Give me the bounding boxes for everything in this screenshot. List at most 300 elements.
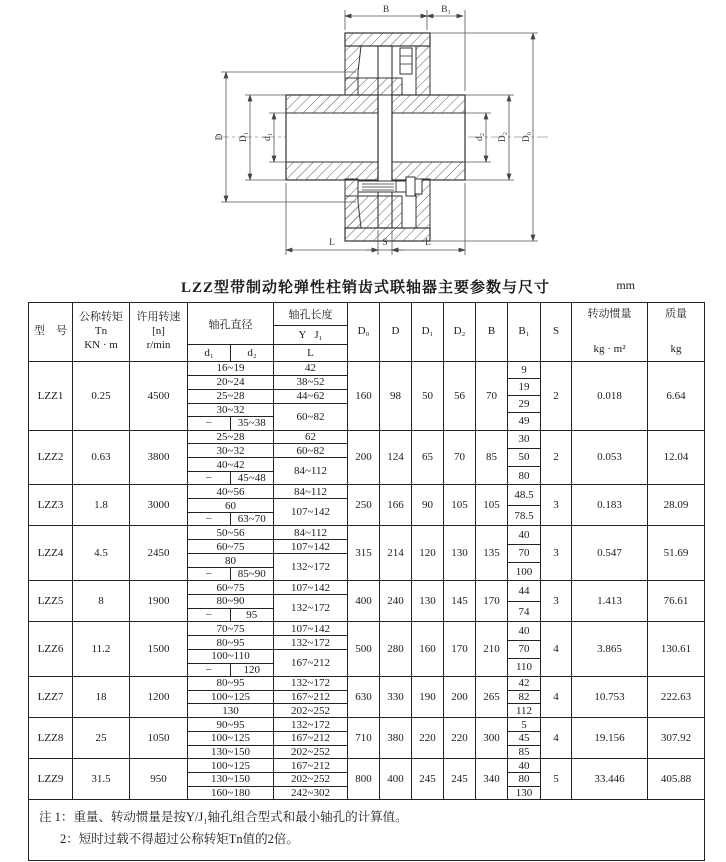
bore-row: 130~150 (211, 773, 250, 786)
length-cell: 84~112 (293, 485, 328, 498)
b-cell: 265 (476, 677, 508, 717)
dim-label-B: B (382, 5, 390, 15)
model-cell: LZZ6 (29, 622, 73, 676)
b1-cell: 42 (508, 677, 540, 691)
d2-cell: 130 (444, 526, 476, 580)
d-cell: 330 (380, 677, 412, 717)
inertia-label: 转动惯量 (587, 308, 632, 320)
bore-group (188, 732, 347, 746)
bore-col (188, 390, 274, 403)
b1-cell: 40 (508, 526, 540, 544)
d-cell: 280 (380, 622, 412, 676)
b-cell: 340 (476, 759, 508, 799)
col-header-D1: D₁ (412, 303, 444, 361)
b-cell: 85 (476, 431, 508, 485)
b-cell: 70 (476, 362, 508, 430)
speed-cell: 1500 (130, 622, 188, 676)
model-cell: LZZ2 (29, 431, 73, 485)
b1-cell: 78.5 (514, 509, 534, 522)
bore-group (188, 404, 347, 430)
bore-row: 100~125 (211, 691, 250, 704)
col-header-d1: d₁ (188, 345, 231, 361)
inertia-unit: kg · m² (593, 343, 626, 356)
dim-label-D: D (215, 133, 225, 141)
bore-group (188, 458, 347, 484)
bore-group (188, 390, 347, 404)
bore-row (188, 417, 273, 429)
bore-d2-cell: 63~70 (237, 513, 266, 526)
d-cell: 380 (380, 718, 412, 758)
speed-cell: 1200 (130, 677, 188, 717)
bore-col (188, 485, 274, 498)
bore-col (188, 746, 274, 759)
table-row-LZZ4 (29, 526, 704, 581)
coupling-section-view (0, 0, 726, 272)
torque-cell: 4.5 (73, 526, 130, 580)
d-cell: 400 (380, 759, 412, 799)
length-cell: 42 (305, 362, 316, 375)
bore-d1-cell: − (188, 513, 231, 526)
s-cell: 3 (541, 526, 572, 580)
col-header-D2: D₂ (444, 303, 476, 361)
b1-cell: 100 (515, 565, 533, 578)
length-cell: 132~172 (291, 602, 330, 615)
bore-col (188, 773, 274, 786)
bore-d1-cell: − (188, 609, 231, 622)
table-row-LZZ1 (29, 362, 704, 431)
bore-d1-cell: − (188, 417, 231, 429)
d2-cell: 200 (444, 677, 476, 717)
s-cell: 4 (541, 677, 572, 717)
bore-row (188, 664, 273, 676)
d0-cell: 400 (348, 581, 380, 621)
bore-area (188, 526, 348, 580)
b-cell: 210 (476, 622, 508, 676)
col-header-D: D (380, 303, 412, 361)
torque-cell: 0.63 (73, 431, 130, 485)
dim-label-D₀: D₀ (522, 131, 532, 143)
b-cell: 135 (476, 526, 508, 580)
col-header-bore-diameter: 轴孔直径 (188, 303, 274, 344)
bore-d2-cell: 85~90 (237, 567, 266, 580)
length-cell: 202~252 (291, 704, 330, 717)
bore-row: 100~125 (211, 732, 250, 745)
dim-label-D₂: D₂ (498, 131, 508, 143)
d2-cell: 70 (444, 431, 476, 485)
bore-group (188, 691, 347, 705)
length-cell: 132~172 (291, 677, 330, 690)
col-header-inertia (572, 303, 648, 361)
table-header (29, 303, 704, 362)
bore-group (188, 595, 347, 621)
dim-label-d₁: d₁ (263, 132, 273, 142)
s-cell: 5 (541, 759, 572, 799)
dim-label-L: L (425, 238, 431, 248)
speed-unit: r/min (146, 338, 171, 351)
col-header-S: S (541, 303, 572, 361)
length-cell: 202~252 (291, 773, 330, 786)
page-title: LZZ型带制动轮弹性柱销齿式联轴器主要参数与尺寸 (180, 280, 551, 296)
b1-cell: 74 (518, 605, 530, 618)
b1-stack (508, 362, 541, 430)
mass-unit: kg (670, 343, 682, 356)
col-header-D0: D₀ (348, 303, 380, 361)
d1-cell: 245 (412, 759, 444, 799)
speed-cell: 3800 (130, 431, 188, 485)
model-cell: LZZ8 (29, 718, 73, 758)
bore-group (188, 746, 347, 759)
bore-row: 100~125 (211, 759, 250, 772)
inertia-cell: 3.865 (572, 622, 648, 676)
notes (29, 800, 704, 860)
col-header-bore-group (188, 303, 348, 361)
bore-group (188, 787, 347, 800)
bore-group (188, 499, 347, 525)
left-hub (286, 95, 378, 180)
bore-col (188, 581, 274, 594)
inertia-cell: 0.547 (572, 526, 648, 580)
col-header-L: L (307, 347, 314, 359)
inertia-cell: 1.413 (572, 581, 648, 621)
dim-label-d₂: d₂ (475, 132, 485, 142)
table-row-LZZ6 (29, 622, 704, 677)
b-cell: 170 (476, 581, 508, 621)
model-cell: LZZ9 (29, 759, 73, 799)
d0-cell: 200 (348, 431, 380, 485)
d1-cell: 50 (412, 362, 444, 430)
dim-label-D₁: D₁ (239, 131, 249, 143)
length-cell: 132~172 (291, 636, 330, 649)
bore-group (188, 622, 347, 636)
mass-cell: 28.09 (663, 499, 689, 512)
bore-row: 100~110 (188, 650, 273, 663)
bore-row: 16~19 (216, 362, 245, 375)
mass-cell: 76.61 (663, 595, 689, 608)
table-row-LZZ8 (29, 718, 704, 759)
d0-cell: 160 (348, 362, 380, 430)
param-table-body (29, 362, 704, 800)
length-cell: 84~112 (293, 526, 328, 539)
model-cell: LZZ1 (29, 362, 73, 430)
bore-row: 25~28 (216, 430, 245, 443)
d1-cell: 65 (412, 431, 444, 485)
bore-group (188, 718, 347, 732)
length-cell: 167~212 (291, 759, 330, 772)
bore-row: 40~56 (216, 485, 245, 498)
bore-group (188, 581, 347, 595)
bore-col (188, 595, 274, 621)
speed-cell: 3000 (130, 485, 188, 525)
inertia-cell: 0.018 (572, 362, 648, 430)
bore-col (188, 787, 274, 800)
speed-cell: 1050 (130, 718, 188, 758)
speed-cell: 2450 (130, 526, 188, 580)
torque-cell: 0.25 (73, 362, 130, 430)
d0-cell: 500 (348, 622, 380, 676)
inertia-cell: 10.753 (572, 677, 648, 717)
b1-cell: 45 (508, 732, 540, 746)
table-row-LZZ3 (29, 485, 704, 526)
d-cell: 124 (380, 431, 412, 485)
note-line: 注 1：重量、转动惯量是按Y/J₁轴孔组合型式和最小轴孔的计算值。 (39, 810, 408, 825)
b1-cell: 130 (515, 787, 533, 800)
torque-cell: 25 (73, 718, 130, 758)
length-cell: 167~212 (291, 691, 330, 704)
bore-group (188, 554, 347, 580)
bore-col (188, 499, 274, 525)
b1-cell: 48.5 (508, 485, 540, 506)
bore-row (188, 472, 273, 484)
speed-cell: 4500 (130, 362, 188, 430)
mass-cell: 6.64 (666, 389, 686, 402)
bore-col (188, 718, 274, 731)
b1-cell: 40 (508, 759, 540, 773)
b1-cell: 85 (518, 745, 530, 758)
bore-d1-cell: − (188, 568, 231, 580)
b1-stack (508, 485, 541, 525)
length-cell: 242~302 (291, 787, 330, 800)
d2-cell: 105 (444, 485, 476, 525)
model-cell: LZZ4 (29, 526, 73, 580)
b1-cell: 50 (508, 449, 540, 467)
bore-group (188, 773, 347, 787)
bore-row: 130 (222, 704, 239, 717)
bore-col (188, 404, 274, 430)
b1-cell: 49 (518, 415, 530, 428)
bore-row: 20~24 (216, 376, 245, 389)
torque-cell: 11.2 (73, 622, 130, 676)
bore-col (188, 759, 274, 772)
bore-d2-cell: 45~48 (237, 472, 266, 485)
length-cell: 44~62 (296, 390, 325, 403)
col-header-mass (648, 303, 704, 361)
d2-cell: 170 (444, 622, 476, 676)
b1-stack (508, 581, 541, 621)
table-row-LZZ9 (29, 759, 704, 800)
b1-cell: 29 (508, 396, 540, 413)
inertia-cell: 33.446 (572, 759, 648, 799)
d2-cell: 56 (444, 362, 476, 430)
mass-cell: 307.92 (660, 732, 692, 745)
d1-cell: 90 (412, 485, 444, 525)
col-header-d2: d₂ (231, 345, 274, 361)
bore-col (188, 526, 274, 539)
bore-col (188, 650, 274, 676)
torque-unit: KN · m (84, 338, 118, 351)
col-header-speed (130, 303, 188, 361)
torque-cell: 1.8 (73, 485, 130, 525)
bore-row: 90~95 (216, 718, 245, 731)
length-cell: 107~142 (291, 540, 330, 553)
bore-col (188, 376, 274, 389)
s-cell: 3 (541, 581, 572, 621)
bore-col (188, 431, 274, 444)
dim-label-S: S (382, 238, 388, 248)
bore-group (188, 759, 347, 773)
d-cell: 214 (380, 526, 412, 580)
bore-d1-cell: − (188, 472, 231, 484)
inertia-cell: 19.156 (572, 718, 648, 758)
bore-area (188, 581, 348, 621)
length-cell: 132~172 (291, 718, 330, 731)
b1-cell: 40 (508, 622, 540, 640)
bore-col (188, 540, 274, 553)
unit-label: mm (616, 278, 635, 292)
s-cell: 2 (541, 431, 572, 485)
col-header-B1: B₁ (508, 303, 541, 361)
b-cell: 105 (476, 485, 508, 525)
b1-cell: 80 (518, 469, 530, 482)
d1-cell: 220 (412, 718, 444, 758)
bore-row (188, 568, 273, 580)
s-cell: 4 (541, 622, 572, 676)
mass-cell: 222.63 (660, 691, 692, 704)
bore-group (188, 650, 347, 676)
d2-cell: 145 (444, 581, 476, 621)
bore-row: 70~75 (216, 622, 245, 635)
d-cell: 240 (380, 581, 412, 621)
length-cell: 202~252 (291, 745, 330, 758)
b1-cell: 82 (508, 691, 540, 705)
bore-area (188, 718, 348, 758)
mass-cell: 405.88 (660, 773, 692, 786)
col-header-yj1: Y J₁ (298, 329, 323, 341)
b1-cell: 30 (508, 431, 540, 449)
model-cell: LZZ5 (29, 581, 73, 621)
b1-stack (508, 718, 541, 758)
table-row-LZZ2 (29, 431, 704, 486)
parameter-table (28, 302, 705, 861)
length-cell: 107~142 (291, 622, 330, 635)
bore-col (188, 677, 274, 690)
right-hub (392, 95, 465, 180)
bore-row: 60 (188, 499, 273, 513)
bore-group (188, 636, 347, 650)
torque-label: 公称转矩 (79, 311, 123, 324)
bore-col (188, 691, 274, 704)
bore-row: 30~32 (188, 404, 273, 417)
length-cell: 167~212 (291, 732, 330, 745)
bore-row: 130~150 (211, 745, 250, 758)
b1-cell: 9 (508, 362, 540, 379)
length-cell: 107~142 (291, 581, 330, 594)
d0-cell: 630 (348, 677, 380, 717)
length-cell: 84~112 (293, 465, 328, 478)
inertia-cell: 0.053 (572, 431, 648, 485)
bore-row: 30~32 (216, 444, 245, 457)
b-cell: 300 (476, 718, 508, 758)
bore-col (188, 554, 274, 580)
d1-cell: 130 (412, 581, 444, 621)
bore-group (188, 444, 347, 458)
bore-d2-cell: 120 (243, 663, 260, 676)
bore-area (188, 622, 348, 676)
b1-cell: 5 (508, 718, 540, 732)
bore-group (188, 376, 347, 390)
bore-row (188, 609, 273, 622)
bore-group (188, 540, 347, 554)
mass-cell: 130.61 (660, 643, 692, 656)
bore-row: 60~75 (216, 540, 245, 553)
b1-cell: 112 (515, 704, 533, 717)
length-cell: 60~82 (296, 444, 325, 457)
bore-area (188, 759, 348, 799)
speed-symbol: [n] (152, 325, 165, 338)
bore-group (188, 526, 347, 540)
bore-row: 80~95 (216, 636, 245, 649)
b1-stack (508, 526, 541, 580)
s-cell: 2 (541, 362, 572, 430)
b1-stack (508, 759, 541, 799)
bore-area (188, 677, 348, 717)
bore-row: 25~28 (216, 390, 245, 403)
bore-row: 50~56 (216, 526, 245, 539)
d1-cell: 190 (412, 677, 444, 717)
d0-cell: 315 (348, 526, 380, 580)
length-cell: 107~142 (291, 506, 330, 519)
model-cell: LZZ7 (29, 677, 73, 717)
d-cell: 166 (380, 485, 412, 525)
b1-stack (508, 431, 541, 485)
bore-row: 160~180 (211, 787, 250, 800)
torque-symbol: Tn (94, 325, 108, 338)
mass-cell: 12.04 (663, 451, 689, 464)
bore-row: 80~95 (216, 677, 245, 690)
torque-cell: 8 (73, 581, 130, 621)
bore-col (188, 622, 274, 635)
inertia-cell: 0.183 (572, 485, 648, 525)
dim-label-L: L (329, 238, 335, 248)
bore-group (188, 704, 347, 717)
d0-cell: 800 (348, 759, 380, 799)
d2-cell: 245 (444, 759, 476, 799)
top-bolt (400, 48, 412, 74)
bore-area (188, 362, 348, 430)
mass-label: 质量 (665, 308, 687, 320)
bore-area (188, 485, 348, 525)
torque-cell: 18 (73, 677, 130, 717)
col-header-bore-length: 轴孔长度 (274, 303, 347, 326)
bore-d2-cell: 95 (246, 609, 258, 622)
b1-cell: 110 (515, 661, 533, 674)
d0-cell: 250 (348, 485, 380, 525)
bore-row (188, 513, 273, 526)
bore-d2-cell: 35~38 (237, 417, 266, 430)
bore-col (188, 362, 274, 375)
dim-label-B₁: B₁ (441, 5, 451, 15)
d1-cell: 160 (412, 622, 444, 676)
speed-cell: 1900 (130, 581, 188, 621)
torque-cell: 31.5 (73, 759, 130, 799)
bore-col (188, 732, 274, 745)
bore-row: 60~75 (216, 581, 245, 594)
length-cell: 167~212 (291, 657, 330, 670)
coupling-drawing (0, 0, 726, 272)
col-header-torque (73, 303, 130, 361)
b1-cell: 19 (508, 379, 540, 396)
b1-cell: 80 (508, 773, 540, 787)
s-cell: 3 (541, 485, 572, 525)
bore-d1-cell: − (188, 664, 231, 676)
bore-group (188, 485, 347, 499)
col-header-model: 型 号 (29, 303, 73, 361)
bore-group (188, 431, 347, 445)
title-row (28, 276, 703, 297)
bore-col (188, 636, 274, 649)
model-cell: LZZ3 (29, 485, 73, 525)
d0-cell: 710 (348, 718, 380, 758)
bore-row: 80~90 (188, 595, 273, 609)
